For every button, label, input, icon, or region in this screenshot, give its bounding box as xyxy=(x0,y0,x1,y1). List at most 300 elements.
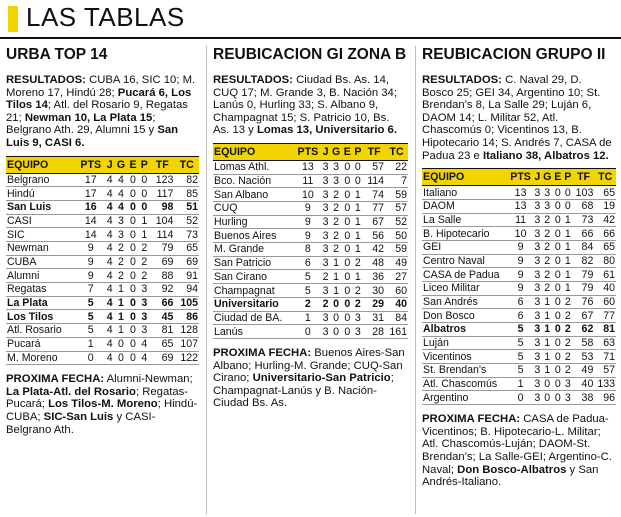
stat-cell: 9 xyxy=(508,268,533,282)
stat-cell: 1 xyxy=(542,309,553,323)
stat-cell: 82 xyxy=(174,173,199,187)
stat-cell: 1 xyxy=(563,213,573,227)
stat-cell: 2 xyxy=(330,229,342,243)
stat-cell: 0 xyxy=(139,187,150,201)
team-name-cell: M. Moreno xyxy=(6,351,77,365)
table-row xyxy=(422,391,616,405)
stat-cell: 1 xyxy=(563,254,573,268)
header-rule xyxy=(0,37,621,39)
stat-cell: 1 xyxy=(353,229,364,243)
team-name-cell: Ciudad de BA. xyxy=(213,311,295,325)
stat-cell: 77 xyxy=(363,202,385,216)
stat-cell: 0 xyxy=(553,364,563,378)
stat-cell: 2 xyxy=(542,227,553,241)
team-name-cell: Belgrano xyxy=(6,173,77,187)
stat-cell: 0 xyxy=(553,254,563,268)
stat-cell: 1 xyxy=(353,188,364,202)
stat-cell: 3 xyxy=(322,284,329,297)
stat-cell: 11 xyxy=(295,174,321,188)
stat-cell: 1 xyxy=(353,215,364,229)
stat-cell: 4 xyxy=(106,173,113,186)
stat-cell: 9 xyxy=(77,255,105,269)
stat-cell: 42 xyxy=(594,213,616,227)
proxima-fecha-paragraph xyxy=(213,347,408,410)
stat-cell: 9 xyxy=(295,215,321,229)
stat-cell: 51 xyxy=(174,200,199,214)
section-reubicacion-gi-zona-b xyxy=(213,46,408,410)
stat-cell: 2 xyxy=(322,270,329,283)
fixture-text: La Plata-Atl. del Rosario xyxy=(6,385,136,398)
stat-cell: 4 xyxy=(106,187,113,200)
stat-cell: 1 xyxy=(330,256,342,270)
stat-cell: 122 xyxy=(174,351,199,365)
stat-cell: 0 xyxy=(508,391,533,405)
stat-cell: 3 xyxy=(534,309,541,322)
column-header: P xyxy=(139,156,150,173)
stat-cell: 73 xyxy=(174,228,199,242)
table-row xyxy=(6,351,199,365)
table-row xyxy=(213,325,408,339)
table-row xyxy=(422,268,616,282)
stat-cell: 0 xyxy=(542,391,553,405)
stat-cell: 60 xyxy=(385,284,408,298)
result-text: Ciudad Bs. As. 14, CUQ 17; M. Grande 3, B. Nación 34; Lanús 0, Hurling 33; S. Albano 9, Champagnat 15; S. Patricio 10, Bs. As. 13 y xyxy=(213,74,397,137)
stat-cell: 66 xyxy=(594,227,616,241)
column-header: P xyxy=(563,169,573,186)
stat-cell: 1 xyxy=(542,336,553,350)
stat-cell: 88 xyxy=(150,269,175,283)
stat-cell: 3 xyxy=(322,229,329,242)
stat-cell: 0 xyxy=(139,173,150,187)
stat-cell: 9 xyxy=(508,240,533,254)
fixture-text: Alumni-Newman; xyxy=(104,373,193,386)
stat-cell: 1 xyxy=(563,281,573,295)
section-title: REUBICACION GRUPO II xyxy=(422,46,606,63)
column-header: PTS xyxy=(295,143,321,160)
stat-cell: 128 xyxy=(174,324,199,338)
stat-cell: 4 xyxy=(106,351,113,364)
stat-cell: 0 xyxy=(553,227,563,241)
stat-cell: 3 xyxy=(534,213,541,226)
stat-cell: 0 xyxy=(553,295,563,309)
stat-cell: 2 xyxy=(563,295,573,309)
stat-cell: 0 xyxy=(127,310,138,324)
stat-cell: 81 xyxy=(594,323,616,337)
stat-cell: 2 xyxy=(322,298,329,311)
table-row xyxy=(422,350,616,364)
stat-cell: 0 xyxy=(127,242,138,256)
table-row xyxy=(6,187,199,201)
team-name-cell: CUQ xyxy=(213,202,295,216)
stat-cell: 10 xyxy=(295,188,321,202)
stat-cell: 1 xyxy=(508,377,533,391)
column-header: EQUIPO xyxy=(213,143,295,160)
stat-cell: 0 xyxy=(342,325,353,339)
stat-cell: 38 xyxy=(573,391,595,405)
column-header: J xyxy=(533,169,542,186)
stat-cell: 1 xyxy=(542,295,553,309)
standings-table xyxy=(422,168,616,405)
stat-cell: 0 xyxy=(115,337,128,351)
stat-cell: 3 xyxy=(322,243,329,256)
stat-cell: 3 xyxy=(534,296,541,308)
result-text: CUBA 16, SIC 10; M. Moreno 17, Hindú 28; xyxy=(6,74,196,99)
stat-cell: 3 xyxy=(322,216,329,229)
stat-cell: 3 xyxy=(534,200,541,213)
stat-cell: 65 xyxy=(174,242,199,256)
result-text: Newman 10, La Plata 15 xyxy=(24,111,153,124)
result-text: ; Atl. del Rosario 9, Regatas 21; xyxy=(6,99,188,124)
standings-table xyxy=(6,156,199,366)
fixture-text: CASA de Padua-Vicentinos; B. Hipotecario-L. Militar; Atl. Chascomús-Luján; DAOM-St. Brendan's; La Salle-GEI; Argentino-C. Naval; xyxy=(422,413,612,476)
team-name-cell: La Salle xyxy=(422,213,508,227)
column-header: E xyxy=(553,169,563,186)
stat-cell: 133 xyxy=(594,377,616,391)
stat-cell: 3 xyxy=(322,202,329,215)
stat-cell: 9 xyxy=(295,229,321,243)
stat-cell: 57 xyxy=(594,364,616,378)
stat-cell: 67 xyxy=(573,309,595,323)
stat-cell: 2 xyxy=(542,213,553,227)
stat-cell: 74 xyxy=(363,188,385,202)
table-row xyxy=(422,377,616,391)
stat-cell: 2 xyxy=(330,188,342,202)
stat-cell: 0 xyxy=(353,174,364,188)
stat-cell: 50 xyxy=(385,229,408,243)
team-name-cell: Centro Naval xyxy=(422,254,508,268)
stat-cell: 1 xyxy=(295,311,321,325)
stat-cell: 2 xyxy=(563,350,573,364)
table-row xyxy=(6,337,199,351)
stat-cell: 2 xyxy=(330,202,342,216)
stat-cell: 29 xyxy=(363,297,385,311)
stat-cell: 0 xyxy=(342,215,353,229)
stat-cell: 3 xyxy=(322,188,329,201)
stat-cell: 5 xyxy=(295,270,321,284)
stat-cell: 1 xyxy=(330,270,342,284)
stat-cell: 73 xyxy=(573,213,595,227)
stat-cell: 4 xyxy=(106,338,113,351)
team-name-cell: GEI xyxy=(422,240,508,254)
stat-cell: 0 xyxy=(330,297,342,311)
stat-cell: 65 xyxy=(150,337,175,351)
stat-cell: 40 xyxy=(594,281,616,295)
stat-cell: 3 xyxy=(534,227,541,240)
column-divider xyxy=(206,46,207,514)
stat-cell: 117 xyxy=(150,187,175,201)
stat-cell: 4 xyxy=(115,187,128,201)
stat-cell: 0 xyxy=(139,200,150,214)
stat-cell: 0 xyxy=(553,199,563,213)
stat-cell: 3 xyxy=(353,325,364,339)
fixture-text: SIC-San Luis xyxy=(43,410,114,423)
column-header: TC xyxy=(385,143,408,160)
stat-cell: 4 xyxy=(106,228,113,241)
team-name-cell: St. Brendan's xyxy=(422,364,508,378)
team-name-cell: Regatas xyxy=(6,283,77,297)
table-row xyxy=(213,256,408,270)
stat-cell: 4 xyxy=(106,297,113,310)
stat-cell: 1 xyxy=(139,214,150,228)
table-row xyxy=(422,336,616,350)
stat-cell: 40 xyxy=(573,377,595,391)
stat-cell: 2 xyxy=(542,254,553,268)
stat-cell: 79 xyxy=(150,242,175,256)
stat-cell: 10 xyxy=(508,227,533,241)
table-row xyxy=(213,188,408,202)
team-name-cell: Lanús xyxy=(213,325,295,339)
column-header: EQUIPO xyxy=(422,169,508,186)
stat-cell: 40 xyxy=(385,297,408,311)
stat-cell: 13 xyxy=(295,160,321,174)
table-row xyxy=(213,284,408,298)
stat-cell: 1 xyxy=(542,350,553,364)
stat-cell: 6 xyxy=(508,309,533,323)
team-name-cell: Buenos Aires xyxy=(213,229,295,243)
stat-cell: 0 xyxy=(553,323,563,337)
fixture-text: y CASI-Belgrano Ath. xyxy=(6,410,156,436)
stat-cell: 84 xyxy=(573,240,595,254)
stat-cell: 52 xyxy=(174,214,199,228)
stat-cell: 69 xyxy=(150,255,175,269)
stat-cell: 7 xyxy=(77,283,105,297)
team-name-cell: Atl. Rosario xyxy=(6,324,77,338)
stat-cell: 1 xyxy=(115,296,128,310)
stat-cell: 5 xyxy=(508,350,533,364)
column-header: PTS xyxy=(77,156,105,173)
stat-cell: 0 xyxy=(342,229,353,243)
column-header: TC xyxy=(594,169,616,186)
stat-cell: 3 xyxy=(330,160,342,174)
proxima-fecha-label: PROXIMA FECHA: xyxy=(6,373,105,386)
stat-cell: 2 xyxy=(542,281,553,295)
stat-cell: 0 xyxy=(553,240,563,254)
stat-cell: 0 xyxy=(342,243,353,257)
table-row xyxy=(422,364,616,378)
stat-cell: 3 xyxy=(534,186,541,199)
stat-cell: 0 xyxy=(553,336,563,350)
stat-cell: 57 xyxy=(363,160,385,174)
stat-cell: 107 xyxy=(174,337,199,351)
stat-cell: 52 xyxy=(385,215,408,229)
team-name-cell: Argentino xyxy=(422,391,508,405)
stat-cell: 30 xyxy=(363,284,385,298)
result-text: C. Naval 29, D. Bosco 25; GEI 34, Argentino 10; St. Brendan's 8, La Salle 29; Luján 6, DAOM 14; L. Militar 52, Atl. Chascomús 0; Vicentinos 13, B. Hipotecario 14; S. Andrés 7, CASA de Padua 23 e xyxy=(422,74,612,162)
stat-cell: 42 xyxy=(363,243,385,257)
team-name-cell: Albatros xyxy=(422,323,508,337)
column-header: TC xyxy=(174,156,199,173)
stat-cell: 2 xyxy=(330,215,342,229)
stat-cell: 2 xyxy=(115,269,128,283)
standings-table xyxy=(213,143,408,339)
stat-cell: 68 xyxy=(573,199,595,213)
stat-cell: 8 xyxy=(295,243,321,257)
column-divider xyxy=(415,46,416,514)
results-paragraph xyxy=(6,74,199,150)
stat-cell: 3 xyxy=(139,283,150,297)
fixture-text: Los Tilos-M. Moreno xyxy=(48,398,158,411)
page-title: LAS TABLAS xyxy=(26,2,185,32)
stat-cell: 2 xyxy=(115,242,128,256)
team-name-cell: Italiano xyxy=(422,186,508,200)
stat-cell: 16 xyxy=(77,200,105,214)
stat-cell: 0 xyxy=(342,270,353,284)
stat-cell: 94 xyxy=(174,283,199,297)
stat-cell: 5 xyxy=(508,364,533,378)
stat-cell: 3 xyxy=(330,174,342,188)
stat-cell: 3 xyxy=(542,199,553,213)
stat-cell: 59 xyxy=(385,243,408,257)
proxima-fecha-label: PROXIMA FECHA: xyxy=(422,413,521,426)
fixture-text: Don Bosco-Albatros xyxy=(457,463,567,476)
stat-cell: 3 xyxy=(322,311,329,324)
team-name-cell: San Patricio xyxy=(213,256,295,270)
team-name-cell: San Luis xyxy=(6,200,77,214)
stat-cell: 1 xyxy=(115,324,128,338)
team-name-cell: Vicentinos xyxy=(422,350,508,364)
stat-cell: 0 xyxy=(127,324,138,338)
stat-cell: 2 xyxy=(542,268,553,282)
table-row xyxy=(213,311,408,325)
table-row xyxy=(6,324,199,338)
stat-cell: 0 xyxy=(295,325,321,339)
stat-cell: 0 xyxy=(553,268,563,282)
stat-cell: 4 xyxy=(139,337,150,351)
stat-cell: 5 xyxy=(77,296,105,310)
fixture-text: ; Champagnat-Lanús y B. Nación-Ciudad Bs. As. xyxy=(213,372,394,410)
stat-cell: 3 xyxy=(115,214,128,228)
stat-cell: 4 xyxy=(106,242,113,255)
stat-cell: 59 xyxy=(385,188,408,202)
table-row xyxy=(213,243,408,257)
stat-cell: 0 xyxy=(127,200,138,214)
stat-cell: 2 xyxy=(563,364,573,378)
team-name-cell: DAOM xyxy=(422,199,508,213)
stat-cell: 3 xyxy=(139,296,150,310)
stat-cell: 4 xyxy=(106,201,113,214)
team-name-cell: Newman xyxy=(6,242,77,256)
team-name-cell: CASI xyxy=(6,214,77,228)
proxima-fecha-paragraph xyxy=(422,413,616,489)
team-name-cell: M. Grande xyxy=(213,243,295,257)
team-name-cell: Lomas Athl. xyxy=(213,160,295,174)
column-header: TF xyxy=(150,156,175,173)
team-name-cell: Luján xyxy=(422,336,508,350)
team-name-cell: SIC xyxy=(6,228,77,242)
result-text: ; Belgrano Ath. 29, Alumni 15 y xyxy=(6,111,158,137)
stat-cell: 0 xyxy=(127,255,138,269)
stat-cell: 49 xyxy=(573,364,595,378)
stat-cell: 123 xyxy=(150,173,175,187)
stat-cell: 48 xyxy=(363,256,385,270)
stat-cell: 13 xyxy=(508,186,533,200)
stat-cell: 4 xyxy=(106,256,113,269)
stat-cell: 3 xyxy=(534,282,541,295)
header-accent-bar xyxy=(8,6,18,32)
section-title: REUBICACION GI ZONA B xyxy=(213,46,407,63)
stat-cell: 2 xyxy=(353,284,364,298)
stat-cell: 114 xyxy=(363,174,385,188)
table-row xyxy=(422,281,616,295)
team-name-cell: San Albano xyxy=(213,188,295,202)
table-row xyxy=(213,202,408,216)
table-row xyxy=(213,270,408,284)
stat-cell: 3 xyxy=(322,325,329,338)
column-header: G xyxy=(115,156,128,173)
stat-cell: 3 xyxy=(534,391,541,404)
stat-cell: 67 xyxy=(363,215,385,229)
section-reubicacion-grupo-ii xyxy=(422,46,616,489)
stat-cell: 5 xyxy=(295,284,321,298)
stat-cell: 45 xyxy=(150,310,175,324)
fixture-text: ; Hindú-CUBA; xyxy=(6,398,198,423)
table-row xyxy=(422,227,616,241)
fixture-text: y San Andrés-Italiano. xyxy=(422,463,599,489)
stat-cell: 9 xyxy=(508,254,533,268)
stat-cell: 1 xyxy=(563,227,573,241)
stat-cell: 0 xyxy=(553,186,563,200)
stat-cell: 0 xyxy=(342,256,353,270)
table-row xyxy=(6,283,199,297)
stat-cell: 4 xyxy=(106,269,113,282)
results-label: RESULTADOS: xyxy=(6,74,90,86)
stat-cell: 3 xyxy=(534,241,541,254)
stat-cell: 4 xyxy=(115,200,128,214)
stat-cell: 3 xyxy=(139,310,150,324)
column-header: E xyxy=(342,143,353,160)
stat-cell: 66 xyxy=(150,296,175,310)
table-row xyxy=(422,186,616,200)
stat-cell: 3 xyxy=(534,268,541,281)
stat-cell: 0 xyxy=(542,377,553,391)
column-header: G xyxy=(542,169,553,186)
stat-cell: 1 xyxy=(77,337,105,351)
table-header-row xyxy=(213,143,408,160)
result-text: Italiano 38, Albatros 12. xyxy=(482,149,609,162)
stat-cell: 79 xyxy=(573,268,595,282)
stat-cell: 0 xyxy=(353,160,364,174)
stat-cell: 66 xyxy=(573,227,595,241)
stat-cell: 4 xyxy=(139,351,150,365)
stat-cell: 69 xyxy=(174,255,199,269)
team-name-cell: Hindú xyxy=(6,187,77,201)
stat-cell: 0 xyxy=(553,377,563,391)
stat-cell: 49 xyxy=(385,256,408,270)
stat-cell: 0 xyxy=(127,283,138,297)
column-header: PTS xyxy=(508,169,533,186)
stat-cell: 2 xyxy=(139,269,150,283)
stat-cell: 1 xyxy=(563,268,573,282)
stat-cell: 3 xyxy=(534,364,541,377)
table-row xyxy=(422,323,616,337)
stat-cell: 1 xyxy=(330,284,342,298)
stat-cell: 3 xyxy=(534,254,541,267)
stat-cell: 0 xyxy=(127,228,138,242)
stat-cell: 69 xyxy=(150,351,175,365)
team-name-cell: Champagnat xyxy=(213,284,295,298)
fixture-text: Buenos Aires-San Albano; Hurling-M. Grande; CUQ-San Cirano; xyxy=(213,346,405,385)
table-row xyxy=(6,242,199,256)
stat-cell: 17 xyxy=(77,173,105,187)
column-header: J xyxy=(105,156,115,173)
stat-cell: 4 xyxy=(106,324,113,337)
fixture-text: Universitario-San Patricio xyxy=(252,372,391,385)
table-row xyxy=(213,160,408,174)
column-header: EQUIPO xyxy=(6,156,77,173)
stat-cell: 4 xyxy=(115,173,128,187)
team-name-cell: La Plata xyxy=(6,296,77,310)
table-header-row xyxy=(6,156,199,173)
